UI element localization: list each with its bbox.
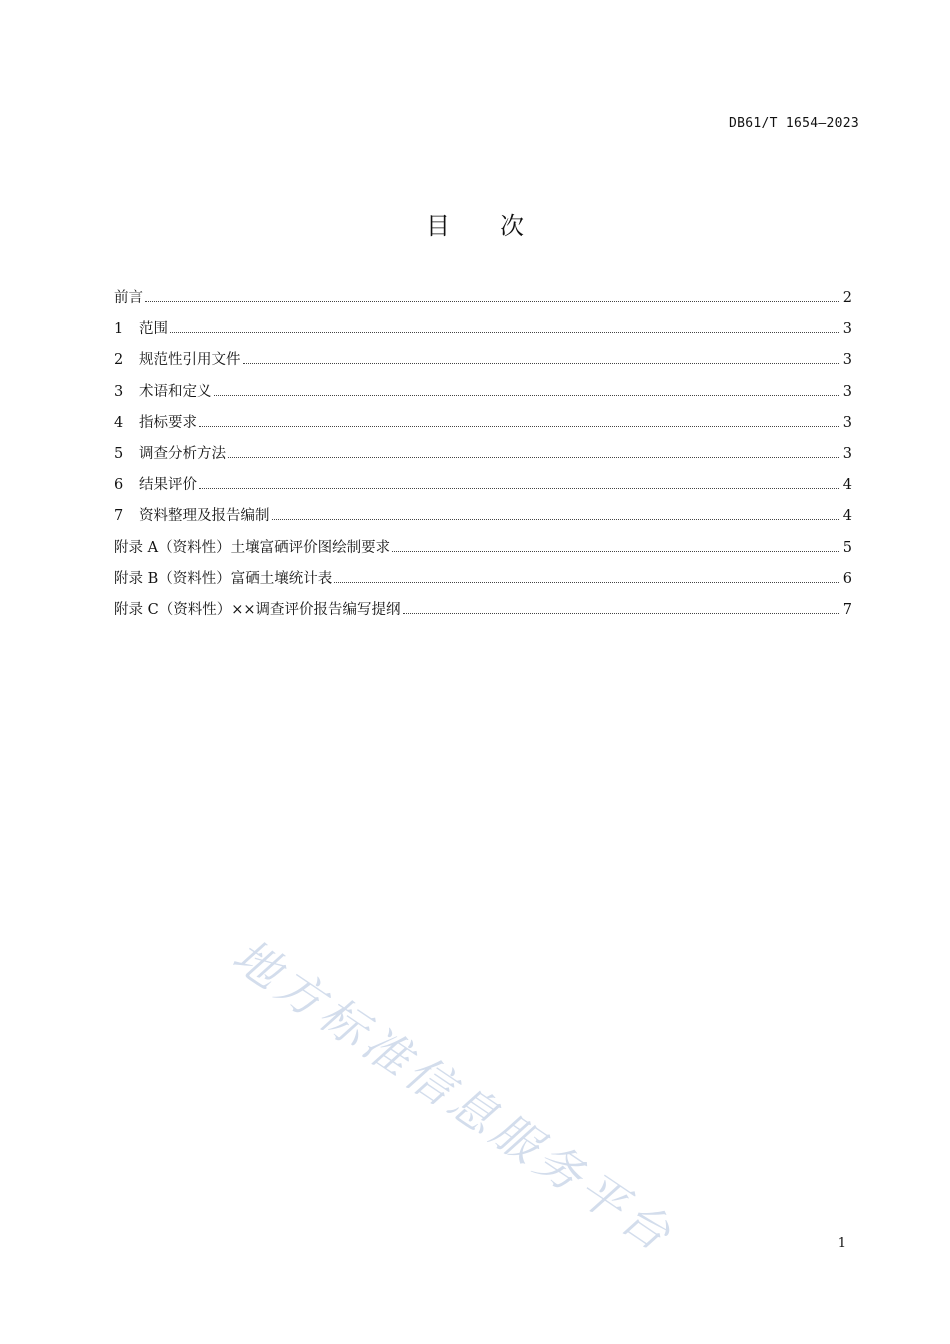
table-of-contents [114,287,852,630]
toc-entry-page: 4 [842,477,852,494]
toc-entry-2[interactable] [114,349,852,380]
toc-entry-label: 范围 [139,321,168,338]
toc-leader-dots [228,456,839,458]
toc-entry-label: 资料整理及报告编制 [139,508,270,525]
toc-entry-page: 6 [842,570,852,587]
toc-entry-number: 3 [114,383,124,400]
toc-entry-6[interactable] [114,474,852,505]
toc-entry-number: 7 [114,508,124,525]
toc-entry-page: 3 [842,352,852,369]
page-title: 目次 [426,212,574,240]
toc-entry-page: 3 [842,321,852,338]
toc-entry-page: 3 [842,414,852,431]
toc-entry-appendix-a[interactable] [114,537,852,568]
toc-entry-number: 4 [114,414,124,431]
toc-entry-number: 5 [114,445,124,462]
toc-entry-label: 前言 [114,290,143,306]
toc-entry-page: 3 [842,383,852,400]
toc-leader-dots [403,612,839,614]
page-number: 1 [837,1236,846,1251]
toc-leader-dots [214,394,839,396]
toc-entry-label: 调查分析方法 [139,445,226,462]
toc-entry-foreword[interactable] [114,287,852,318]
toc-entry-number: 2 [114,352,124,369]
document-code: DB61/T 1654—2023 [728,116,859,131]
toc-entry-number: 1 [114,321,124,338]
toc-entry-page: 5 [842,539,852,556]
toc-entry-page: 3 [842,445,852,462]
toc-entry-label: 结果评价 [139,477,197,494]
toc-entry-7[interactable] [114,505,852,536]
toc-entry-page: 7 [842,601,852,618]
toc-leader-dots [392,550,839,552]
toc-entry-3[interactable] [114,381,852,412]
toc-entry-appendix-b[interactable] [114,568,852,599]
toc-entry-label: 附录 B（资料性）富硒土壤统计表 [114,570,333,587]
toc-entry-5[interactable] [114,443,852,474]
toc-entry-appendix-c[interactable] [114,599,852,630]
toc-leader-dots [170,331,839,333]
toc-entry-label: 术语和定义 [139,383,212,400]
toc-entry-label: 附录 A（资料性）土壤富硒评价图绘制要求 [114,539,391,556]
toc-entry-page: 4 [842,508,852,525]
toc-entry-label: 附录 C（资料性）××调查评价报告编写提纲 [114,601,401,618]
toc-entry-label: 指标要求 [139,414,197,431]
toc-entry-1[interactable] [114,318,852,349]
watermark: 地方标准信息服务平台 [223,928,685,1264]
toc-leader-dots [334,581,839,583]
toc-leader-dots [243,362,839,364]
toc-entry-label: 规范性引用文件 [139,352,241,369]
toc-leader-dots [199,425,839,427]
toc-entry-page: 2 [842,290,852,306]
toc-leader-dots [199,487,839,489]
toc-leader-dots [272,518,839,520]
toc-entry-number: 6 [114,477,124,494]
toc-entry-4[interactable] [114,412,852,443]
toc-leader-dots [145,300,839,302]
